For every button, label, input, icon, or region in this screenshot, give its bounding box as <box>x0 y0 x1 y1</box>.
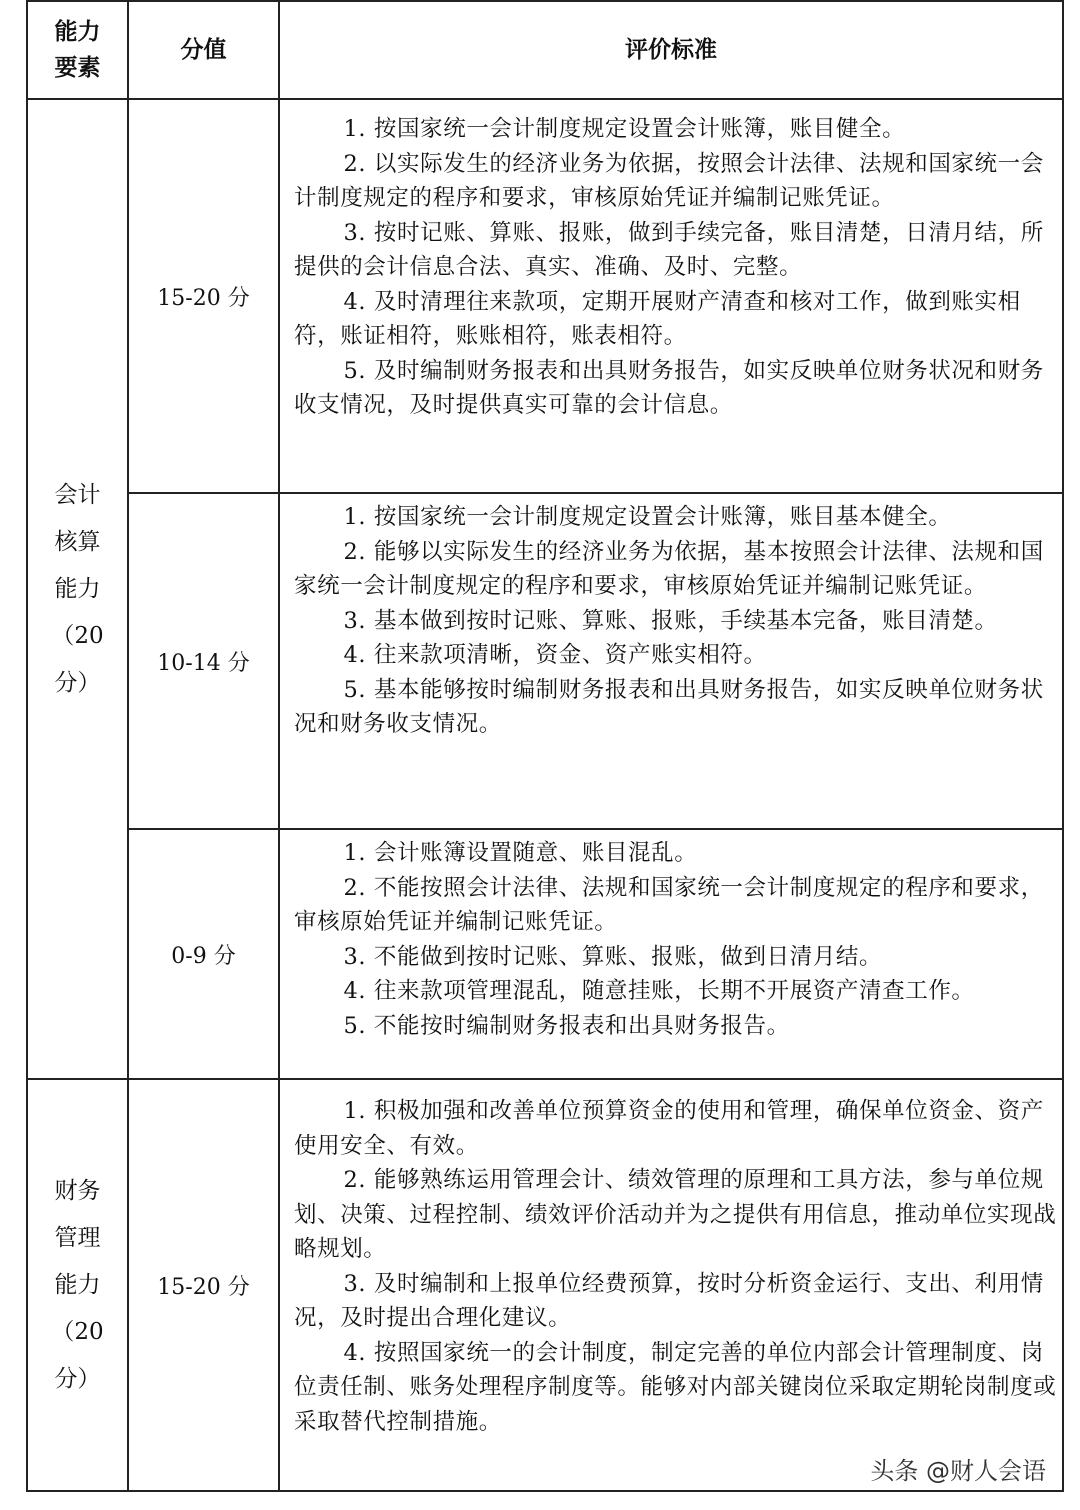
score-cell: 0-9 分 <box>128 829 279 1079</box>
criteria-item: 4. 往来款项清晰，资金、资产账实相符。 <box>343 642 767 668</box>
criteria-item: 5. 不能按时编制财务报表和出具财务报告。 <box>343 1012 790 1039</box>
criteria-item: 5. 及时编制财务报表和出具财务报告，如实反映单位财务状况和财务收支情况，及时提供真实可靠的会计信息。 <box>294 357 1044 418</box>
score-cell: 10-14 分 <box>128 493 279 829</box>
criteria-cell <box>279 1079 1063 1491</box>
header-factor: 能力 要素 <box>27 1 128 99</box>
header-criteria: 评价标准 <box>279 1 1063 99</box>
table-row <box>27 493 1063 829</box>
criteria-cell <box>279 829 1063 1079</box>
score-cell: 15-20 分 <box>128 1079 279 1491</box>
watermark: 头条 @财人会语 <box>866 1451 1050 1486</box>
criteria-item: 3. 不能做到按时记账、算账、报账，做到日清月结。 <box>343 943 883 970</box>
table-header-row <box>27 1 1063 99</box>
score-cell: 15-20 分 <box>128 99 279 493</box>
criteria-cell <box>279 99 1063 493</box>
criteria-item: 2. 不能按照会计法律、法规和国家统一会计制度规定的程序和要求，审核原始凭证并编制记账凭证。 <box>294 874 1044 935</box>
criteria-item: 1. 会计账簿设置随意、账目混乱。 <box>343 840 698 866</box>
criteria-item: 4. 及时清理往来款项，定期开展财产清查和核对工作，做到账实相符，账证相符，账账相符，账表相符。 <box>294 288 1021 349</box>
criteria-item: 2. 能够熟练运用管理会计、绩效管理的原理和工具方法，参与单位规划、决策、过程控制、绩效评价活动并为之提供有用信息，推动单位实现战略规划。 <box>294 1167 1057 1262</box>
criteria-item: 2. 能够以实际发生的经济业务为依据，基本按照会计法律、法规和国家统一会计制度规定的程序和要求，审核原始凭证并编制记账凭证。 <box>294 538 1044 599</box>
criteria-item: 1. 积极加强和改善单位预算资金的使用和管理，确保单位资金、资产使用安全、有效。 <box>294 1098 1044 1159</box>
table-row <box>27 99 1063 493</box>
header-score: 分值 <box>128 1 279 99</box>
factor-financial-management: 财务 管理 能力 （20 分） <box>27 1079 128 1491</box>
table-row <box>27 829 1063 1079</box>
factor-accounting: 会计 核算 能力 （20 分） <box>27 99 128 1079</box>
criteria-item: 1. 按国家统一会计制度规定设置会计账簿，账目健全。 <box>343 116 906 142</box>
criteria-item: 3. 及时编制和上报单位经费预算，按时分析资金运行、支出、利用情况，及时提出合理化建议。 <box>294 1270 1044 1331</box>
criteria-item: 3. 基本做到按时记账、算账、报账，手续基本完备，账目清楚。 <box>343 607 998 634</box>
criteria-cell <box>279 493 1063 829</box>
criteria-item: 4. 按照国家统一的会计制度，制定完善的单位内部会计管理制度、岗位责任制、账务处理程序制度等。能够对内部关键岗位采取定期轮岗制度或采取替代控制措施。 <box>294 1339 1057 1435</box>
criteria-item: 3. 按时记账、算账、报账，做到手续完备，账目清楚，日清月结，所提供的会计信息合法、真实、准确、及时、完整。 <box>294 219 1044 280</box>
table-row <box>27 1079 1063 1491</box>
criteria-item: 2. 以实际发生的经济业务为依据，按照会计法律、法规和国家统一会计制度规定的程序和要求，审核原始凭证并编制记账凭证。 <box>294 150 1044 211</box>
evaluation-table <box>26 0 1064 1492</box>
criteria-item: 1. 按国家统一会计制度规定设置会计账簿，账目基本健全。 <box>343 504 952 530</box>
criteria-item: 4. 往来款项管理混乱，随意挂账，长期不开展资产清查工作。 <box>343 978 975 1004</box>
criteria-item: 5. 基本能够按时编制财务报表和出具财务报告，如实反映单位财务状况和财务收支情况。 <box>294 676 1044 737</box>
